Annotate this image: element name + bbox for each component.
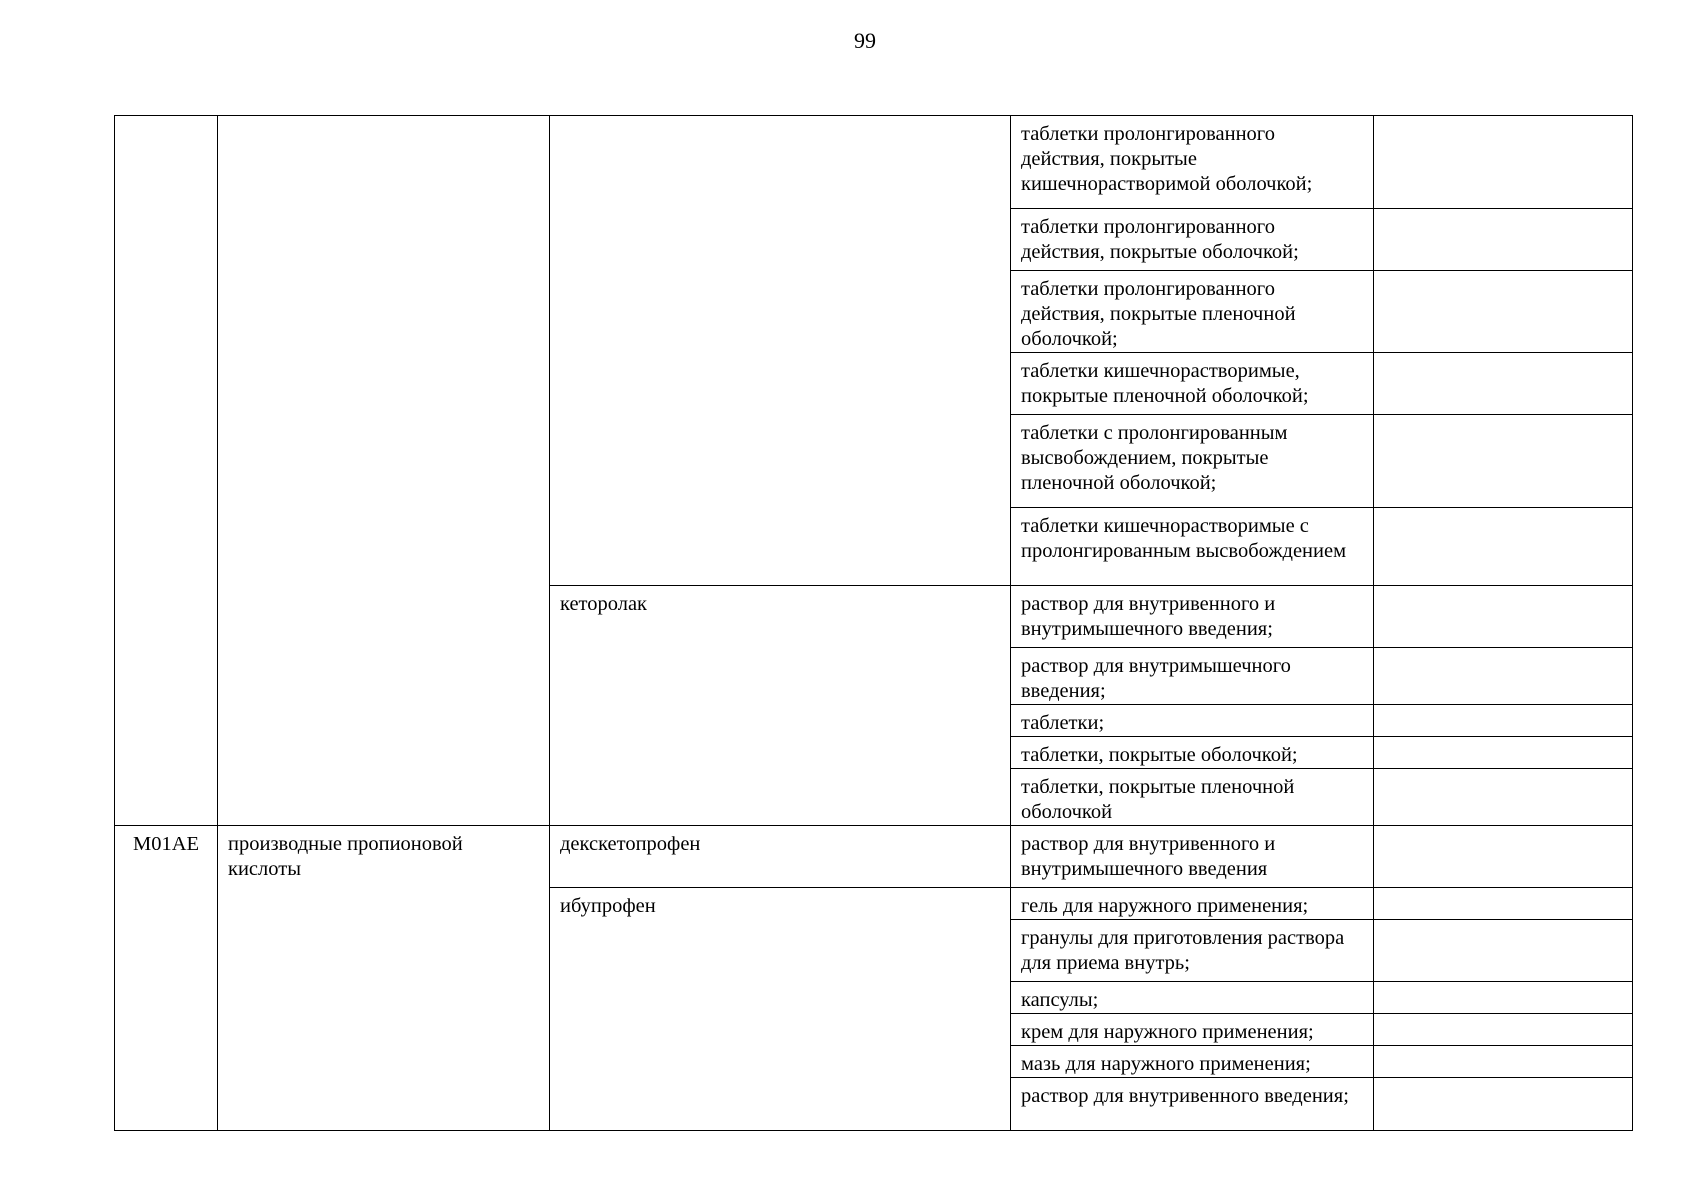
- notes-cell: [1374, 826, 1633, 888]
- dosage-form-cell: таблетки кишечнорастворимые, покрытые пленочной оболочкой;: [1011, 353, 1374, 415]
- notes-cell: [1374, 1078, 1633, 1131]
- notes-cell: [1374, 705, 1633, 737]
- notes-cell: [1374, 888, 1633, 920]
- notes-cell: [1374, 586, 1633, 648]
- dosage-form-cell: таблетки кишечнорастворимые с пролонгированным высвобождением: [1011, 508, 1374, 586]
- notes-cell: [1374, 271, 1633, 353]
- notes-cell: [1374, 1014, 1633, 1046]
- notes-cell: [1374, 769, 1633, 826]
- group-cell: [218, 116, 550, 826]
- notes-cell: [1374, 116, 1633, 209]
- dosage-form-cell: раствор для внутривенного и внутримышечного введения;: [1011, 586, 1374, 648]
- group-cell: производные пропионовой кислоты: [218, 826, 550, 1131]
- drug-name-cell: ибупрофен: [550, 888, 1011, 1131]
- dosage-form-cell: мазь для наружного применения;: [1011, 1046, 1374, 1078]
- notes-cell: [1374, 982, 1633, 1014]
- drug-name-cell: декскетопрофен: [550, 826, 1011, 888]
- drug-name-cell: [550, 116, 1011, 586]
- notes-cell: [1374, 737, 1633, 769]
- dosage-form-cell: гель для наружного применения;: [1011, 888, 1374, 920]
- page-number: 99: [854, 28, 876, 53]
- dosage-form-cell: таблетки, покрытые пленочной оболочкой: [1011, 769, 1374, 826]
- drug-name-cell: кеторолак: [550, 586, 1011, 826]
- dosage-form-cell: таблетки;: [1011, 705, 1374, 737]
- notes-cell: [1374, 353, 1633, 415]
- notes-cell: [1374, 508, 1633, 586]
- dosage-form-cell: таблетки пролонгированного действия, покрытые оболочкой;: [1011, 209, 1374, 271]
- notes-cell: [1374, 648, 1633, 705]
- dosage-form-cell: раствор для внутримышечного введения;: [1011, 648, 1374, 705]
- dosage-form-cell: таблетки пролонгированного действия, покрытые пленочной оболочкой;: [1011, 271, 1374, 353]
- dosage-form-cell: таблетки, покрытые оболочкой;: [1011, 737, 1374, 769]
- dosage-form-cell: гранулы для приготовления раствора для приема внутрь;: [1011, 920, 1374, 982]
- dosage-form-cell: таблетки пролонгированного действия, покрытые кишечнорастворимой оболочкой;: [1011, 116, 1374, 209]
- atc-code-cell: [115, 116, 218, 826]
- table-row: [115, 826, 1633, 888]
- table-row: [115, 116, 1633, 209]
- dosage-form-cell: раствор для внутривенного введения;: [1011, 1078, 1374, 1131]
- notes-cell: [1374, 920, 1633, 982]
- drug-table: [114, 115, 1633, 1131]
- dosage-form-cell: таблетки с пролонгированным высвобождением, покрытые пленочной оболочкой;: [1011, 415, 1374, 508]
- dosage-form-cell: раствор для внутривенного и внутримышечного введения: [1011, 826, 1374, 888]
- notes-cell: [1374, 209, 1633, 271]
- atc-code-cell: M01AE: [115, 826, 218, 1131]
- notes-cell: [1374, 1046, 1633, 1078]
- notes-cell: [1374, 415, 1633, 508]
- dosage-form-cell: капсулы;: [1011, 982, 1374, 1014]
- dosage-form-cell: крем для наружного применения;: [1011, 1014, 1374, 1046]
